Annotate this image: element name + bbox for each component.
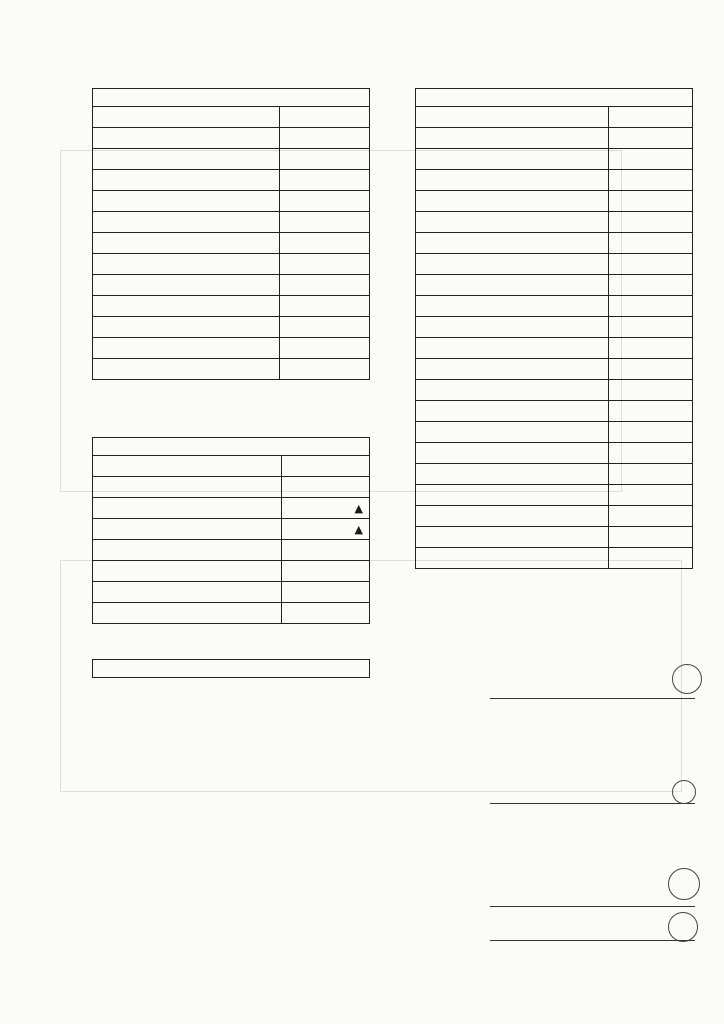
expense-heading (416, 89, 693, 107)
equipment-row-amount (282, 477, 370, 498)
expense-subtotal-row (416, 506, 693, 527)
expense-row-label (416, 149, 609, 170)
income-row-amount (280, 149, 370, 170)
equipment-row (93, 561, 370, 582)
equipment-row-amount (282, 498, 370, 519)
personal-seal-2 (672, 780, 696, 804)
income-row-amount (280, 212, 370, 233)
income-row-amount (280, 275, 370, 296)
expense-row-label (416, 443, 609, 464)
signature-line-2 (490, 803, 695, 804)
equipment-row-amount (282, 582, 370, 603)
income-row (93, 128, 370, 149)
income-row (93, 317, 370, 338)
expense-row-amount (609, 191, 693, 212)
expense-row-label (416, 317, 609, 338)
expense-row (416, 359, 693, 380)
income-row-amount (280, 317, 370, 338)
equipment-row-label (93, 456, 282, 477)
equipment-heading (93, 438, 370, 456)
income-row-amount (280, 233, 370, 254)
income-row-label (93, 233, 280, 254)
equipment-row (93, 456, 370, 477)
income-total-row (93, 359, 370, 380)
income-row-amount (280, 338, 370, 359)
expense-row (416, 443, 693, 464)
income-row (93, 275, 370, 296)
expense-row-label (416, 422, 609, 443)
equipment-row-amount (282, 561, 370, 582)
income-row-amount (280, 128, 370, 149)
income-row-label (93, 191, 280, 212)
income-total-amount (280, 359, 370, 380)
expense-row-amount (609, 149, 693, 170)
equipment-row-label (93, 561, 282, 582)
equipment-row-label (93, 477, 282, 498)
expense-row-amount (609, 107, 693, 128)
expense-row-label (416, 359, 609, 380)
expense-row (416, 464, 693, 485)
equipment-row-label (93, 582, 282, 603)
income-row (93, 191, 370, 212)
income-row-amount (280, 254, 370, 275)
expense-row-amount (609, 212, 693, 233)
equipment-row-amount (282, 519, 370, 540)
expense-row-amount (609, 464, 693, 485)
equipment-row (93, 540, 370, 561)
signature-line-1 (490, 698, 695, 699)
income-row-label (93, 107, 280, 128)
expense-row-amount (609, 443, 693, 464)
expense-row-label (416, 401, 609, 422)
expense-total-row (416, 548, 693, 569)
expense-row-label (416, 128, 609, 149)
expense-row (416, 317, 693, 338)
income-row (93, 338, 370, 359)
expense-row (416, 254, 693, 275)
signature-line-3 (490, 906, 695, 907)
expense-total-label (416, 548, 609, 569)
equipment-row (93, 498, 370, 519)
expense-row-label (416, 296, 609, 317)
income-row-label (93, 275, 280, 296)
expense-row-label (416, 254, 609, 275)
income-row (93, 296, 370, 317)
equipment-row (93, 477, 370, 498)
expense-row (416, 128, 693, 149)
negative-triangle-icon: ▲ (354, 522, 363, 536)
expense-row-amount (609, 254, 693, 275)
expense-row-amount (609, 422, 693, 443)
income-row (93, 170, 370, 191)
expense-row-label (416, 380, 609, 401)
expense-row (416, 149, 693, 170)
expense-row (416, 485, 693, 506)
equipment-row-amount (282, 456, 370, 477)
equipment-balance-amount (282, 603, 370, 624)
equipment-row-label (93, 540, 282, 561)
income-row (93, 149, 370, 170)
expense-row-label (416, 464, 609, 485)
equipment-table (92, 437, 370, 624)
expense-table (415, 88, 693, 569)
income-heading-row (93, 89, 370, 107)
expense-row-label (416, 191, 609, 212)
expense-row (416, 212, 693, 233)
expense-row-amount (609, 485, 693, 506)
personal-seal-4 (668, 912, 698, 942)
income-row-label (93, 212, 280, 233)
expense-carryover-label (416, 527, 609, 548)
income-row-label (93, 128, 280, 149)
income-row-amount (280, 191, 370, 212)
bonodori-heading-row (93, 660, 370, 678)
equipment-row (93, 582, 370, 603)
expense-row (416, 296, 693, 317)
expense-row (416, 275, 693, 296)
expense-row-label (416, 212, 609, 233)
expense-row (416, 233, 693, 254)
expense-total-amount (609, 548, 693, 569)
income-row-label (93, 317, 280, 338)
expense-row-amount (609, 380, 693, 401)
expense-row (416, 338, 693, 359)
expense-row-label (416, 107, 609, 128)
expense-row-label (416, 338, 609, 359)
bonodori-heading (93, 660, 370, 678)
income-row (93, 212, 370, 233)
personal-seal-3 (668, 868, 700, 900)
expense-carryover-row (416, 527, 693, 548)
income-row (93, 107, 370, 128)
expense-row (416, 380, 693, 401)
expense-row (416, 401, 693, 422)
income-row-label (93, 338, 280, 359)
expense-row-label (416, 485, 609, 506)
equipment-row (93, 519, 370, 540)
expense-row (416, 422, 693, 443)
expense-subtotal-label (416, 506, 609, 527)
expense-subtotal-amount (609, 506, 693, 527)
expense-row-amount (609, 317, 693, 338)
equipment-heading-row (93, 438, 370, 456)
expense-row-amount (609, 359, 693, 380)
expense-row (416, 191, 693, 212)
income-row-amount (280, 170, 370, 191)
income-row-label (93, 296, 280, 317)
expense-row-amount (609, 170, 693, 191)
signature-line-4 (490, 940, 695, 941)
equipment-row-amount (282, 540, 370, 561)
equipment-row-label (93, 498, 282, 519)
income-table (92, 88, 370, 380)
expense-row-label (416, 233, 609, 254)
income-row (93, 233, 370, 254)
income-row-amount (280, 296, 370, 317)
income-row (93, 254, 370, 275)
bonodori-table (92, 659, 370, 678)
expense-carryover-amount (609, 527, 693, 548)
expense-row-amount (609, 296, 693, 317)
expense-row-amount (609, 233, 693, 254)
expense-row-label (416, 170, 609, 191)
expense-row-amount (609, 401, 693, 422)
expense-row-amount (609, 128, 693, 149)
equipment-balance-label (93, 603, 282, 624)
equipment-row-label (93, 519, 282, 540)
expense-row (416, 107, 693, 128)
equipment-balance-row (93, 603, 370, 624)
income-row-label (93, 149, 280, 170)
expense-row-amount (609, 275, 693, 296)
expense-row (416, 170, 693, 191)
expense-heading-row (416, 89, 693, 107)
income-total-label (93, 359, 280, 380)
negative-triangle-icon: ▲ (354, 501, 363, 515)
expense-row-label (416, 275, 609, 296)
expense-row-amount (609, 338, 693, 359)
income-row-label (93, 254, 280, 275)
income-row-label (93, 170, 280, 191)
income-row-amount (280, 107, 370, 128)
income-heading (93, 89, 370, 107)
personal-seal-1 (672, 664, 702, 694)
